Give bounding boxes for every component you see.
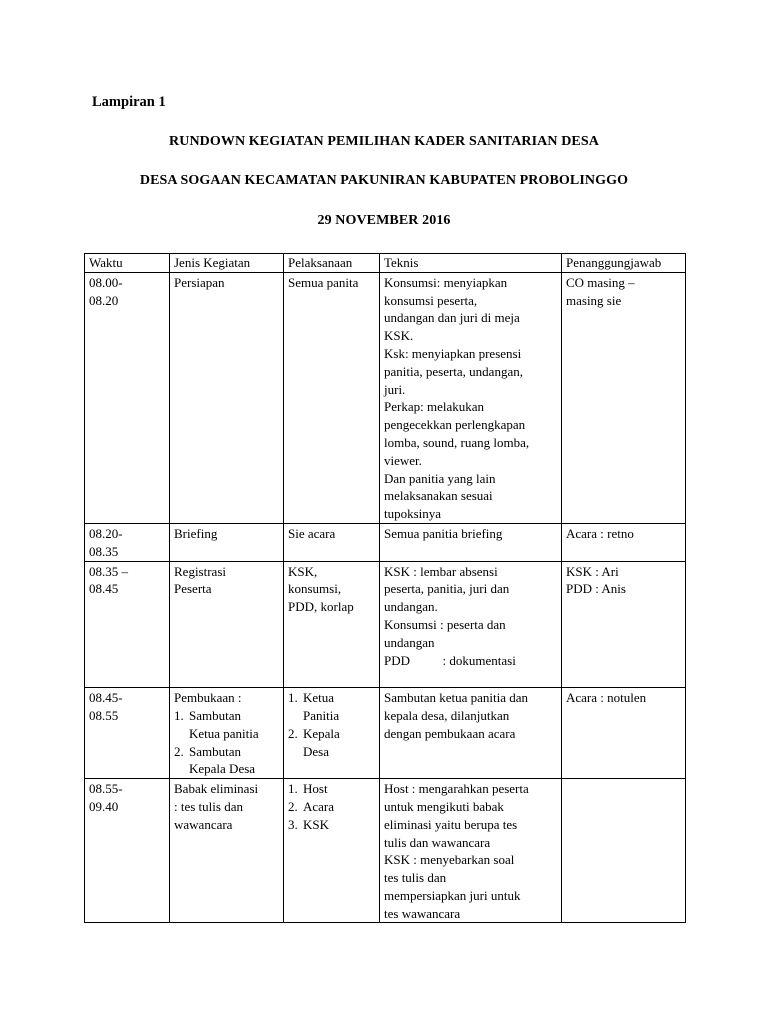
header-teknis: Teknis [380,254,562,273]
list-item-text: Acara [303,798,335,814]
cell-text: dengan pembukaan acara [384,725,516,741]
table-row [85,779,686,923]
list-item [288,689,376,725]
cell-jenis-kegiatan [170,779,284,923]
cell-text: pengecekkan perlengkapan [384,417,526,433]
cell-text: Pembukaan : [174,690,242,706]
cell-jenis-kegiatan [170,523,284,561]
cell-penanggungjawab [562,779,686,923]
title-line-2: DESA SOGAAN KECAMATAN PAKUNIRAN KABUPATEN PROBOLINGGO [139,173,629,188]
cell-text: Dan panitia yang lain [384,470,496,486]
list-item [288,798,376,816]
cell-teknis [380,688,562,779]
attachment-label: Lampiran 1 [92,94,166,110]
list-item-text: KSK [303,816,330,832]
cell-text: viewer. [384,452,422,468]
list-number: 1. [288,781,298,797]
cell-text: tupoksinya [384,506,442,522]
list-item-text: Kepala Desa [189,761,256,777]
cell-text: Acara : notulen [566,690,647,706]
list-item [174,707,280,743]
cell-text: untuk mengikuti babak [384,798,504,814]
cell-teknis [380,779,562,923]
cell-text: peserta, panitia, juri dan [384,581,510,597]
cell-text: Briefing [174,525,218,541]
cell-text: KSK. [384,328,414,344]
list-number: 2. [288,798,298,814]
cell-text: PDD, korlap [288,599,354,615]
cell-penanggungjawab [562,272,686,523]
cell-waktu [85,779,170,923]
cell-text: 08.45 [89,581,119,597]
header-waktu: Waktu [85,254,170,273]
cell-text: 08.00- [89,274,123,290]
list-item-text: Panitia [303,707,340,723]
list-item [288,725,376,761]
cell-text: 08.35 – [89,563,128,579]
cell-text: Perkap: melakukan [384,399,484,415]
cell-text: konsumsi peserta, [384,292,478,308]
cell-text: Semua panitia briefing [384,525,503,541]
cell-text: Acara : retno [566,525,634,541]
cell-text: juri. [384,381,406,397]
cell-text: Konsumsi : peserta dan [384,616,506,632]
cell-text: masing sie [566,292,622,308]
cell-text: mempersiapkan juri untuk [384,887,521,903]
cell-text: Babak eliminasi [174,781,259,797]
cell-text: panitia, peserta, undangan, [384,363,523,379]
header-jenis-kegiatan: Jenis Kegiatan [170,254,284,273]
cell-text: KSK, [288,563,318,579]
cell-text: KSK : Ari [566,563,619,579]
cell-text: KSK : menyebarkan soal [384,852,515,868]
cell-text: CO masing – [566,274,635,290]
cell-pelaksanaan [284,561,380,688]
cell-teknis [380,523,562,561]
header-pelaksanaan: Pelaksanaan [284,254,380,273]
cell-text: kepala desa, dilanjutkan [384,707,510,723]
cell-text: melaksanakan sesuai [384,488,493,504]
title-line-1: RUNDOWN KEGIATAN PEMILIHAN KADER SANITARIAN DESA [169,134,599,149]
cell-pelaksanaan [284,779,380,923]
cell-text: Peserta [174,581,212,597]
list-number: 2. [174,743,184,759]
table-row [85,561,686,688]
rundown-table [84,253,686,923]
table-row [85,523,686,561]
cell-penanggungjawab [562,523,686,561]
cell-text: Registrasi [174,563,226,579]
cell-text [384,669,558,687]
cell-text: Ksk: menyiapkan presensi [384,345,522,361]
cell-waktu [85,272,170,523]
list-item [288,816,376,834]
cell-text: konsumsi, [288,581,342,597]
header-penanggungjawab: Penanggungjawab [562,254,686,273]
cell-text: 09.40 [89,798,119,814]
cell-waktu [85,688,170,779]
list-number: 2. [288,725,298,741]
cell-text: 08.45- [89,690,123,706]
cell-teknis [380,272,562,523]
table-row [85,688,686,779]
cell-penanggungjawab [562,688,686,779]
cell-text: undangan dan juri di meja [384,310,520,326]
numbered-list [174,707,280,778]
cell-text: eliminasi yaitu berupa tes [384,816,518,832]
cell-text: 08.55- [89,781,123,797]
cell-text: wawancara [174,816,233,832]
cell-text: Host : mengarahkan peserta [384,781,529,797]
cell-text: 08.35 [89,543,119,559]
cell-text: KSK : lembar absensi [384,563,498,579]
cell-text: undangan. [384,599,438,615]
cell-text: Konsumsi: menyiapkan [384,274,508,290]
cell-text: Semua panita [288,274,359,290]
title-date: 29 NOVEMBER 2016 [317,213,451,228]
cell-text: Persiapan [174,274,225,290]
cell-text: undangan [384,634,435,650]
list-number: 3. [288,816,298,832]
table-row [85,272,686,523]
cell-pelaksanaan [284,688,380,779]
table-body [85,272,686,923]
cell-text: : tes tulis dan [174,798,243,814]
list-item-text: Sambutan [189,707,241,723]
cell-jenis-kegiatan [170,561,284,688]
list-number: 1. [174,707,184,723]
list-item [174,743,280,779]
cell-text: 08.55 [89,707,119,723]
list-item-text: Host [303,781,328,797]
cell-penanggungjawab [562,561,686,688]
cell-text: Sambutan ketua panitia dan [384,690,529,706]
cell-pelaksanaan [284,523,380,561]
cell-text: tes tulis dan [384,870,447,886]
table-header-row [85,254,686,273]
cell-waktu [85,523,170,561]
cell-text: 08.20- [89,525,123,541]
cell-text: PDD : Anis [566,581,626,597]
list-item-text: Desa [303,743,329,759]
cell-text: tes wawancara [384,905,461,921]
cell-text: PDD : dokumentasi [384,652,516,668]
cell-teknis [380,561,562,688]
cell-pelaksanaan [284,272,380,523]
list-item-text: Kepala [303,725,340,741]
list-item [288,780,376,798]
cell-text: Sie acara [288,525,336,541]
cell-text: 08.20 [89,292,119,308]
list-number: 1. [288,690,298,706]
cell-waktu [85,561,170,688]
list-item-text: Ketua panitia [189,725,259,741]
numbered-list [288,780,376,833]
cell-text: lomba, sound, ruang lomba, [384,434,530,450]
list-item-text: Ketua [303,690,335,706]
cell-text: tulis dan wawancara [384,834,491,850]
list-item-text: Sambutan [189,743,241,759]
cell-jenis-kegiatan [170,688,284,779]
cell-jenis-kegiatan [170,272,284,523]
numbered-list [288,689,376,760]
